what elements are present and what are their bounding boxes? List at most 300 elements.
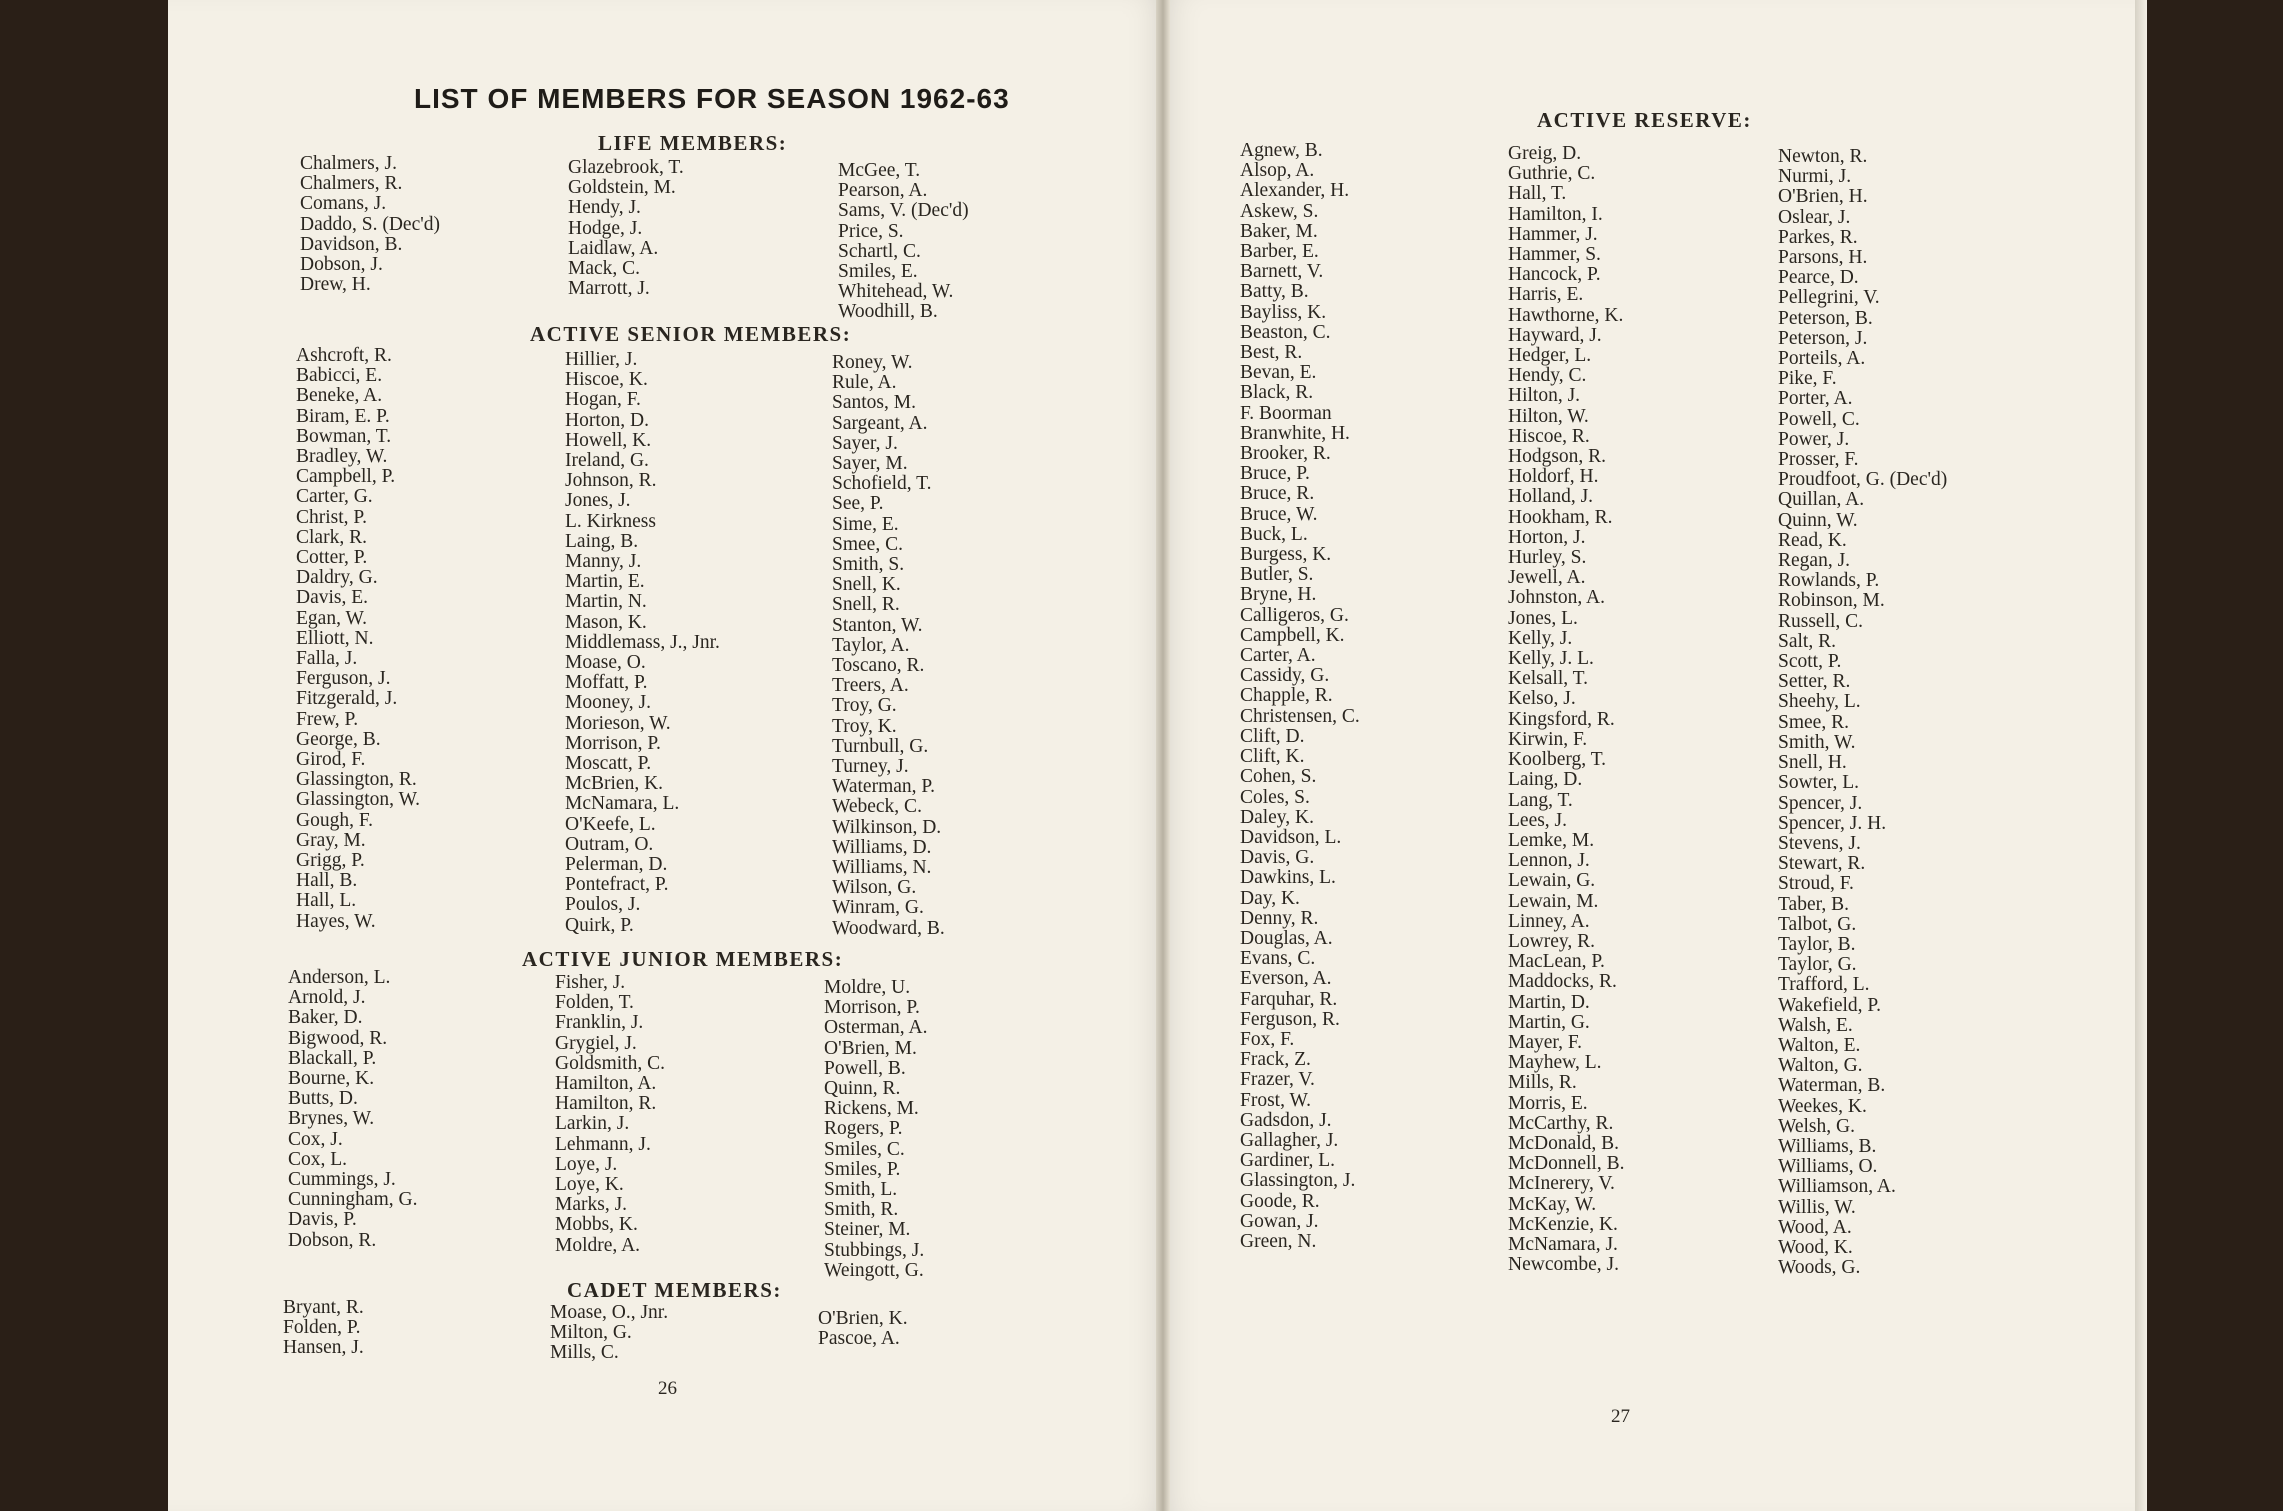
member-name: Hodge, J. xyxy=(568,217,643,239)
member-name: Robinson, M. xyxy=(1778,590,1885,612)
member-name: Christ, P. xyxy=(296,506,367,528)
member-name: Hammer, J. xyxy=(1508,223,1598,245)
member-name: Daley, K. xyxy=(1240,806,1315,828)
member-name: Moldre, A. xyxy=(555,1234,641,1256)
member-name: Glassington, J. xyxy=(1240,1170,1356,1192)
senior-members-column-1 xyxy=(296,346,420,932)
member-name: Stubbings, J. xyxy=(824,1239,925,1261)
member-name: Kingsford, R. xyxy=(1508,708,1615,730)
member-name: Turnbull, G. xyxy=(832,735,929,757)
member-name: Frazer, V. xyxy=(1240,1069,1315,1091)
member-name: Baker, M. xyxy=(1240,220,1318,242)
member-name: Poulos, J. xyxy=(565,894,641,916)
member-name: Porteils, A. xyxy=(1778,348,1866,370)
life-members-column-1 xyxy=(300,154,440,295)
member-name: Waterman, B. xyxy=(1778,1075,1886,1097)
member-name: Gardiner, L. xyxy=(1240,1150,1336,1172)
member-name: Harris, E. xyxy=(1508,284,1584,306)
member-name: Lowrey, R. xyxy=(1508,930,1596,952)
member-name: Hall, B. xyxy=(296,870,358,892)
member-name: Smith, S. xyxy=(832,554,905,576)
page-edge xyxy=(2135,0,2147,1511)
member-name: Moscatt, P. xyxy=(565,753,652,775)
member-name: Troy, K. xyxy=(832,715,897,737)
member-name: F. Boorman xyxy=(1240,402,1332,424)
member-name: Laing, D. xyxy=(1508,769,1583,791)
member-name: Fitzgerald, J. xyxy=(296,688,398,710)
member-name: Talbot, G. xyxy=(1778,913,1857,935)
member-name: Pascoe, A. xyxy=(818,1328,900,1350)
member-name: Moase, O. xyxy=(565,652,646,674)
member-name: Hamilton, I. xyxy=(1508,203,1603,225)
member-name: Powell, B. xyxy=(824,1057,906,1079)
member-name: Carter, A. xyxy=(1240,645,1316,667)
member-name: Horton, J. xyxy=(1508,526,1586,548)
life-members-column-2 xyxy=(568,158,684,299)
member-name: Moase, O., Jnr. xyxy=(550,1302,669,1323)
member-name: Martin, G. xyxy=(1508,1011,1590,1033)
member-name: Spencer, J. xyxy=(1778,792,1863,814)
member-name: Hawthorne, K. xyxy=(1508,304,1624,326)
member-name: Hancock, P. xyxy=(1508,264,1601,286)
member-name: Pike, F. xyxy=(1778,368,1837,390)
active-junior-heading: ACTIVE JUNIOR MEMBERS: xyxy=(522,947,844,971)
member-name: Porter, A. xyxy=(1778,388,1853,410)
member-name: Steiner, M. xyxy=(824,1219,911,1241)
member-name: McInerery, V. xyxy=(1508,1173,1615,1195)
member-name: Clark, R. xyxy=(296,526,367,548)
member-name: Denny, R. xyxy=(1240,907,1319,929)
member-name: Winram, G. xyxy=(832,897,924,919)
member-name: Davis, P. xyxy=(288,1209,357,1231)
active-reserve-heading: ACTIVE RESERVE: xyxy=(1537,108,1752,132)
member-name: Smith, L. xyxy=(824,1179,898,1201)
member-name: Martin, D. xyxy=(1508,991,1590,1013)
member-name: Mayhew, L. xyxy=(1508,1052,1602,1074)
member-name: Grigg, P. xyxy=(296,850,365,872)
member-name: Moldre, U. xyxy=(824,977,911,998)
member-name: Salt, R. xyxy=(1778,630,1836,652)
member-name: Wakefield, P. xyxy=(1778,994,1881,1016)
member-name: Davis, G. xyxy=(1240,847,1315,869)
member-name: Kirwin, F. xyxy=(1508,728,1588,750)
member-name: Santos, M. xyxy=(832,392,916,414)
member-name: Daddo, S. (Dec'd) xyxy=(300,213,440,235)
member-name: Waterman, P. xyxy=(832,776,935,798)
member-name: Holland, J. xyxy=(1508,486,1594,508)
member-name: Setter, R. xyxy=(1778,671,1851,693)
member-name: Loye, K. xyxy=(555,1174,624,1196)
member-name: Power, J. xyxy=(1778,428,1850,450)
member-name: Greig, D. xyxy=(1508,143,1582,164)
member-name: Lang, T. xyxy=(1508,789,1573,811)
member-name: Turney, J. xyxy=(832,756,909,778)
member-name: Marrott, J. xyxy=(568,278,650,300)
member-name: Hiscoe, K. xyxy=(565,369,648,391)
member-name: Barber, E. xyxy=(1240,241,1319,263)
member-name: Jones, J. xyxy=(565,490,631,512)
member-name: Hogan, F. xyxy=(565,389,641,411)
member-name: Rowlands, P. xyxy=(1778,570,1880,592)
member-name: Dobson, R. xyxy=(288,1229,377,1251)
member-name: Carter, G. xyxy=(296,486,373,508)
member-name: Farquhar, R. xyxy=(1240,988,1338,1010)
member-name: Russell, C. xyxy=(1778,610,1864,632)
member-name: Smee, R. xyxy=(1778,711,1849,733)
member-name: Lehmann, J. xyxy=(555,1133,651,1155)
member-name: Lemke, M. xyxy=(1508,829,1595,851)
member-name: Coles, S. xyxy=(1240,786,1310,808)
member-name: Morris, E. xyxy=(1508,1092,1588,1114)
member-name: Daldry, G. xyxy=(296,567,378,589)
member-name: Snell, R. xyxy=(832,594,900,616)
member-name: Williams, D. xyxy=(832,836,932,858)
member-name: Trafford, L. xyxy=(1778,974,1870,996)
member-name: Pellegrini, V. xyxy=(1778,287,1880,309)
member-name: Williamson, A. xyxy=(1778,1176,1896,1198)
member-name: Sowter, L. xyxy=(1778,772,1859,794)
member-name: Webeck, C. xyxy=(832,796,922,818)
member-name: Stanton, W. xyxy=(832,614,923,636)
member-name: Larkin, J. xyxy=(555,1113,630,1135)
member-name: Frew, P. xyxy=(296,708,359,730)
member-name: Gowan, J. xyxy=(1240,1210,1319,1232)
member-name: Taylor, A. xyxy=(832,634,910,656)
member-name: Williams, O. xyxy=(1778,1156,1878,1178)
member-name: Baker, D. xyxy=(288,1007,363,1029)
member-name: Walton, G. xyxy=(1778,1055,1863,1077)
member-name: Laing, B. xyxy=(565,530,639,552)
book-gutter xyxy=(1156,0,1170,1511)
member-name: Ashcroft, R. xyxy=(296,345,392,366)
member-name: Morrison, P. xyxy=(565,732,661,754)
member-name: Mobbs, K. xyxy=(555,1214,638,1236)
member-name: Douglas, A. xyxy=(1240,927,1333,949)
member-name: Morieson, W. xyxy=(565,712,671,734)
member-name: Brynes, W. xyxy=(288,1108,375,1130)
member-name: Pelerman, D. xyxy=(565,854,668,876)
member-name: Arnold, J. xyxy=(288,987,366,1009)
cadet-members-heading: CADET MEMBERS: xyxy=(567,1278,782,1302)
member-name: Peterson, J. xyxy=(1778,327,1868,349)
senior-members-column-3 xyxy=(832,353,945,939)
member-name: Rogers, P. xyxy=(824,1118,903,1140)
member-name: Gadsdon, J. xyxy=(1240,1109,1332,1131)
member-name: Oslear, J. xyxy=(1778,206,1851,228)
member-name: Linney, A. xyxy=(1508,910,1590,932)
member-name: Mack, C. xyxy=(568,258,641,280)
member-name: Willis, W. xyxy=(1778,1196,1856,1218)
member-name: Evans, C. xyxy=(1240,948,1316,970)
member-name: Cohen, S. xyxy=(1240,766,1317,788)
junior-members-column-1 xyxy=(288,968,417,1251)
member-name: Franklin, J. xyxy=(555,1012,644,1034)
member-name: Drew, H. xyxy=(300,274,371,296)
member-name: Bevan, E. xyxy=(1240,362,1317,384)
member-name: Ireland, G. xyxy=(565,450,649,472)
member-name: Gough, F. xyxy=(296,809,373,831)
member-name: Askew, S. xyxy=(1240,200,1319,222)
member-name: Howell, K. xyxy=(565,429,652,451)
member-name: Sayer, M. xyxy=(832,453,908,475)
member-name: Woodward, B. xyxy=(832,917,945,939)
member-name: Jewell, A. xyxy=(1508,567,1586,589)
member-name: Lewain, M. xyxy=(1508,890,1599,912)
member-name: Hillier, J. xyxy=(565,349,638,370)
member-name: Johnson, R. xyxy=(565,470,657,492)
member-name: Mills, R. xyxy=(1508,1072,1577,1094)
member-name: Hendy, C. xyxy=(1508,365,1587,387)
member-name: McDonald, B. xyxy=(1508,1132,1620,1154)
member-name: Davidson, L. xyxy=(1240,826,1342,848)
member-name: Ferguson, R. xyxy=(1240,1008,1340,1030)
member-name: Bryne, H. xyxy=(1240,584,1317,606)
member-name: Christensen, C. xyxy=(1240,705,1360,727)
member-name: Comans, J. xyxy=(300,193,387,215)
junior-members-column-2 xyxy=(555,973,665,1256)
member-name: Branwhite, H. xyxy=(1240,422,1350,444)
member-name: Taylor, G. xyxy=(1778,954,1857,976)
member-name: Loye, J. xyxy=(555,1153,618,1175)
reserve-column-2 xyxy=(1508,144,1624,1275)
member-name: Frost, W. xyxy=(1240,1089,1311,1111)
member-name: Campbell, K. xyxy=(1240,624,1345,646)
member-name: Kelso, J. xyxy=(1508,688,1576,710)
member-name: McCarthy, R. xyxy=(1508,1112,1614,1134)
member-name: Bowman, T. xyxy=(296,425,392,447)
member-name: George, B. xyxy=(296,728,381,750)
member-name: Chalmers, R. xyxy=(300,173,403,195)
member-name: Lennon, J. xyxy=(1508,850,1590,872)
member-name: Hedger, L. xyxy=(1508,345,1592,367)
member-name: Hookham, R. xyxy=(1508,506,1613,528)
member-name: Stroud, F. xyxy=(1778,873,1854,895)
member-name: Hamilton, A. xyxy=(555,1073,657,1095)
member-name: Glassington, R. xyxy=(296,769,417,791)
member-name: Quinn, R. xyxy=(824,1078,901,1100)
member-name: Newton, R. xyxy=(1778,146,1868,167)
member-name: Girod, F. xyxy=(296,749,366,771)
member-name: Smith, R. xyxy=(824,1199,899,1221)
member-name: Sayer, J. xyxy=(832,432,898,454)
member-name: Cummings, J. xyxy=(288,1169,396,1191)
member-name: Day, K. xyxy=(1240,887,1300,909)
member-name: Holdorf, H. xyxy=(1508,466,1599,488)
member-name: Hurley, S. xyxy=(1508,547,1587,569)
member-name: Anderson, L. xyxy=(288,967,391,988)
member-name: McDonnell, B. xyxy=(1508,1153,1625,1175)
member-name: Sargeant, A. xyxy=(832,412,928,434)
member-name: Hilton, W. xyxy=(1508,405,1589,427)
member-name: Roney, W. xyxy=(832,352,913,373)
member-name: Falla, J. xyxy=(296,648,358,670)
member-name: Kelly, J. L. xyxy=(1508,648,1594,670)
member-name: Goode, R. xyxy=(1240,1190,1320,1212)
member-name: Peterson, B. xyxy=(1778,307,1873,329)
member-name: Proudfoot, G. (Dec'd) xyxy=(1778,469,1948,491)
member-name: Davis, E. xyxy=(296,587,369,609)
member-name: Clift, D. xyxy=(1240,725,1305,747)
member-name: Mooney, J. xyxy=(565,692,651,714)
member-name: Elliott, N. xyxy=(296,627,374,649)
member-name: Alsop, A. xyxy=(1240,160,1315,182)
member-name: Dobson, J. xyxy=(300,254,383,276)
member-name: Newcombe, J. xyxy=(1508,1254,1620,1276)
member-name: Cox, J. xyxy=(288,1128,343,1150)
member-name: Cunningham, G. xyxy=(288,1189,418,1211)
member-name: Woodhill, B. xyxy=(838,301,938,323)
member-name: Alexander, H. xyxy=(1240,180,1350,202)
member-name: Cotter, P. xyxy=(296,547,368,569)
member-name: Treers, A. xyxy=(832,675,909,697)
member-name: Best, R. xyxy=(1240,342,1303,364)
member-name: Schofield, T. xyxy=(832,473,932,495)
member-name: O'Brien, K. xyxy=(818,1308,908,1329)
member-name: Laidlaw, A. xyxy=(568,237,659,259)
member-name: Lewain, G. xyxy=(1508,870,1596,892)
member-name: Maddocks, R. xyxy=(1508,971,1617,993)
senior-members-column-2 xyxy=(565,350,720,936)
member-name: Black, R. xyxy=(1240,382,1314,404)
page-number-left: 26 xyxy=(658,1378,677,1399)
member-name: Bourne, K. xyxy=(288,1068,375,1090)
member-name: Jones, L. xyxy=(1508,607,1578,629)
member-name: L. Kirkness xyxy=(565,510,656,532)
member-name: Bayliss, K. xyxy=(1240,301,1327,323)
member-name: Read, K. xyxy=(1778,529,1847,551)
member-name: Wood, K. xyxy=(1778,1236,1853,1258)
member-name: Quinn, W. xyxy=(1778,509,1858,531)
member-name: Rickens, M. xyxy=(824,1098,919,1120)
member-name: Toscano, R. xyxy=(832,655,925,677)
member-name: Butts, D. xyxy=(288,1088,358,1110)
active-senior-heading: ACTIVE SENIOR MEMBERS: xyxy=(530,322,852,346)
member-name: Prosser, F. xyxy=(1778,449,1859,471)
member-name: Sime, E. xyxy=(832,513,899,535)
member-name: McKay, W. xyxy=(1508,1193,1597,1215)
member-name: Dawkins, L. xyxy=(1240,867,1336,889)
member-name: Barnett, V. xyxy=(1240,261,1324,283)
member-name: Babicci, E. xyxy=(296,365,383,387)
member-name: Snell, K. xyxy=(832,574,901,596)
member-name: Hiscoe, R. xyxy=(1508,425,1590,447)
member-name: Cox, L. xyxy=(288,1148,348,1170)
member-name: Mayer, F. xyxy=(1508,1031,1583,1053)
member-name: Parkes, R. xyxy=(1778,226,1858,248)
member-name: Manny, J. xyxy=(565,551,642,573)
member-name: Williams, N. xyxy=(832,857,932,879)
member-name: Morrison, P. xyxy=(824,997,920,1019)
member-name: Folden, P. xyxy=(283,1317,361,1339)
member-name: Glazebrook, T. xyxy=(568,157,684,178)
member-name: Fox, F. xyxy=(1240,1028,1295,1050)
member-name: Hammer, S. xyxy=(1508,244,1601,266)
member-name: Welsh, G. xyxy=(1778,1115,1855,1137)
member-name: McKenzie, K. xyxy=(1508,1213,1618,1235)
member-name: Hayes, W. xyxy=(296,910,376,932)
member-name: Ferguson, J. xyxy=(296,668,391,690)
member-name: Buck, L. xyxy=(1240,523,1308,545)
member-name: Folden, T. xyxy=(555,992,634,1014)
member-name: Gallagher, J. xyxy=(1240,1129,1339,1151)
member-name: Beneke, A. xyxy=(296,385,383,407)
member-name: Bruce, W. xyxy=(1240,503,1318,525)
member-name: O'Keefe, L. xyxy=(565,813,656,835)
member-name: Biram, E. P. xyxy=(296,405,390,427)
member-name: Wood, A. xyxy=(1778,1216,1852,1238)
member-name: Bradley, W. xyxy=(296,446,388,468)
member-name: Bryant, R. xyxy=(283,1297,364,1318)
member-name: Chalmers, J. xyxy=(300,153,397,174)
member-name: Agnew, B. xyxy=(1240,140,1323,161)
member-name: O'Brien, H. xyxy=(1778,186,1868,208)
member-name: Walton, E. xyxy=(1778,1034,1861,1056)
member-name: Taber, B. xyxy=(1778,893,1849,915)
member-name: Osterman, A. xyxy=(824,1017,928,1039)
member-name: Smith, W. xyxy=(1778,731,1856,753)
member-name: Snell, H. xyxy=(1778,752,1847,774)
member-name: Horton, D. xyxy=(565,409,649,431)
member-name: Middlemass, J., Jnr. xyxy=(565,631,720,653)
member-name: Stewart, R. xyxy=(1778,853,1866,875)
cadet-members-column-3 xyxy=(818,1309,908,1349)
member-name: Butler, S. xyxy=(1240,564,1314,586)
member-name: Smiles, P. xyxy=(824,1158,901,1180)
member-name: Quirk, P. xyxy=(565,914,634,936)
member-name: Burgess, K. xyxy=(1240,544,1332,566)
member-name: Beaston, C. xyxy=(1240,321,1331,343)
member-name: Milton, G. xyxy=(550,1322,632,1344)
member-name: Weekes, K. xyxy=(1778,1095,1867,1117)
member-name: Smee, C. xyxy=(832,533,903,555)
cadet-members-column-1 xyxy=(283,1298,364,1359)
member-name: Martin, N. xyxy=(565,591,647,613)
member-name: Spencer, J. H. xyxy=(1778,812,1887,834)
member-name: Marks, J. xyxy=(555,1194,628,1216)
cadet-members-column-2 xyxy=(550,1303,668,1364)
member-name: Weingott, G. xyxy=(824,1259,924,1281)
member-name: Pearson, A. xyxy=(838,180,928,202)
reserve-column-1 xyxy=(1240,141,1360,1252)
life-members-heading: LIFE MEMBERS: xyxy=(598,131,788,155)
member-name: Schartl, C. xyxy=(838,240,921,262)
member-name: Hall, T. xyxy=(1508,183,1567,205)
member-name: Brooker, R. xyxy=(1240,443,1331,465)
member-name: Woods, G. xyxy=(1778,1257,1861,1279)
member-name: Kelsall, T. xyxy=(1508,668,1588,690)
member-name: Green, N. xyxy=(1240,1230,1317,1252)
member-name: McNamara, L. xyxy=(565,793,680,815)
member-name: Campbell, P. xyxy=(296,466,396,488)
member-name: Batty, B. xyxy=(1240,281,1309,303)
member-name: Goldstein, M. xyxy=(568,177,676,199)
member-name: Goldsmith, C. xyxy=(555,1052,665,1074)
member-name: Egan, W. xyxy=(296,607,367,629)
member-name: Blackall, P. xyxy=(288,1047,377,1069)
member-name: Sams, V. (Dec'd) xyxy=(838,200,969,222)
member-name: Sheehy, L. xyxy=(1778,691,1861,713)
member-name: Smiles, E. xyxy=(838,261,918,283)
member-name: Wilson, G. xyxy=(832,877,917,899)
member-name: Glassington, W. xyxy=(296,789,421,811)
member-name: Hamilton, R. xyxy=(555,1093,657,1115)
member-name: Frack, Z. xyxy=(1240,1049,1311,1071)
member-name: Johnston, A. xyxy=(1508,587,1605,609)
member-name: See, P. xyxy=(832,493,884,515)
member-name: Bigwood, R. xyxy=(288,1027,388,1049)
member-name: Price, S. xyxy=(838,220,904,242)
member-name: Pearce, D. xyxy=(1778,267,1859,289)
